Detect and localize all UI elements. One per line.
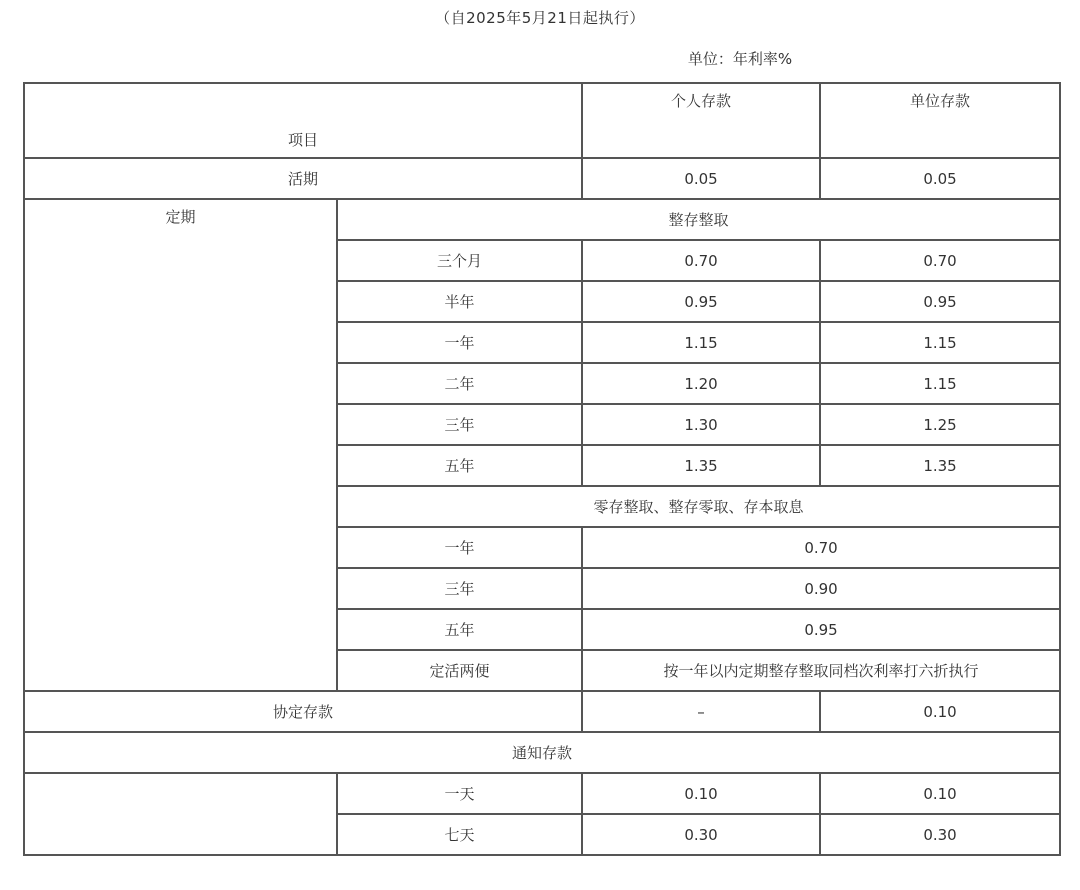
personal-rate-cell: 1.15 <box>582 322 820 363</box>
notice-header-row <box>24 732 1060 773</box>
term-cell: 三个月 <box>337 240 582 281</box>
header-personal-cell: 个人存款 <box>582 83 820 158</box>
agreement-corporate: 0.10 <box>820 691 1060 732</box>
personal-rate-cell: 1.20 <box>582 363 820 404</box>
corporate-rate-cell: 0.30 <box>820 814 1060 855</box>
agreement-personal: – <box>582 691 820 732</box>
term-cell: 半年 <box>337 281 582 322</box>
current-corporate: 0.05 <box>820 158 1060 199</box>
term-cell: 七天 <box>337 814 582 855</box>
current-label: 活期 <box>24 158 582 199</box>
term-cell: 一年 <box>337 322 582 363</box>
unit-label: 单位：年利率% <box>687 50 793 68</box>
header-corporate-cell: 单位存款 <box>820 83 1060 158</box>
personal-rate-cell: 0.30 <box>582 814 820 855</box>
flexible-rate: 按一年以内定期整存整取同档次利率打六折执行 <box>582 650 1060 691</box>
rate-cell: 0.90 <box>582 568 1060 609</box>
current-personal: 0.05 <box>582 158 820 199</box>
rate-cell: 0.70 <box>582 527 1060 568</box>
notice-label: 通知存款 <box>24 732 1060 773</box>
corporate-rate-cell: 1.15 <box>820 322 1060 363</box>
agreement-row <box>24 691 1060 732</box>
personal-rate-cell: 0.95 <box>582 281 820 322</box>
corporate-rate-cell: 1.35 <box>820 445 1060 486</box>
notice-blank-cell <box>24 773 337 855</box>
header-row <box>24 83 1060 158</box>
table-row <box>24 773 1060 814</box>
fixed-lump-sum-header-row <box>24 199 1060 240</box>
personal-rate-cell: 1.35 <box>582 445 820 486</box>
corporate-rate-cell: 1.25 <box>820 404 1060 445</box>
term-cell: 三年 <box>337 404 582 445</box>
deposit-rate-table <box>23 82 1061 856</box>
term-cell: 三年 <box>337 568 582 609</box>
corporate-rate-cell: 0.10 <box>820 773 1060 814</box>
header-item-cell: 项目 <box>24 83 582 158</box>
personal-rate-cell: 1.30 <box>582 404 820 445</box>
flexible-label: 定活两便 <box>337 650 582 691</box>
personal-rate-cell: 0.70 <box>582 240 820 281</box>
installment-label: 零存整取、整存零取、存本取息 <box>337 486 1060 527</box>
term-cell: 一天 <box>337 773 582 814</box>
current-row <box>24 158 1060 199</box>
term-cell: 五年 <box>337 445 582 486</box>
agreement-label: 协定存款 <box>24 691 582 732</box>
corporate-rate-cell: 0.70 <box>820 240 1060 281</box>
corporate-rate-cell: 1.15 <box>820 363 1060 404</box>
term-cell: 二年 <box>337 363 582 404</box>
effective-date-subtitle: （自2025年5月21日起执行） <box>435 9 645 27</box>
term-cell: 五年 <box>337 609 582 650</box>
rate-cell: 0.95 <box>582 609 1060 650</box>
corporate-rate-cell: 0.95 <box>820 281 1060 322</box>
lump-sum-label: 整存整取 <box>337 199 1060 240</box>
term-cell: 一年 <box>337 527 582 568</box>
fixed-label: 定期 <box>24 199 337 691</box>
personal-rate-cell: 0.10 <box>582 773 820 814</box>
